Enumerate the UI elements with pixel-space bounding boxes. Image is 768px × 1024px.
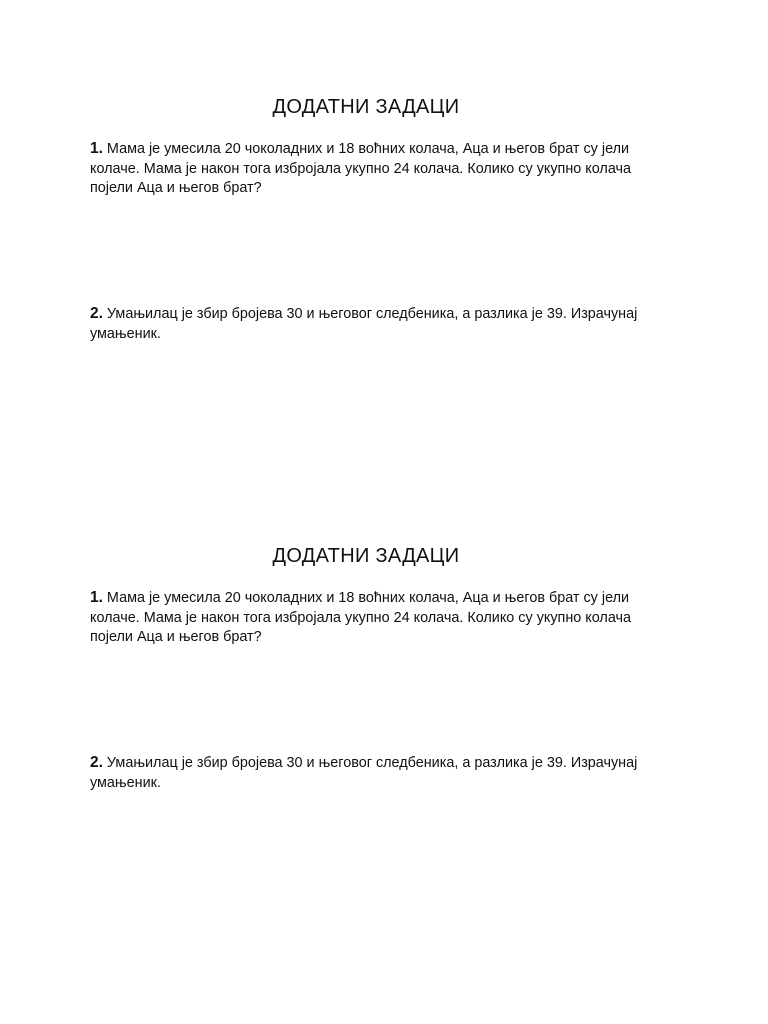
task-text: Умањилац је збир бројева 30 и његовог следбеника, а разлика је 39. Израчунај умањеник. xyxy=(90,755,638,791)
task-text: Умањилац је збир бројева 30 и његовог следбеника, а разлика је 39. Израчунај умањеник. xyxy=(90,306,638,342)
task-2 xyxy=(90,753,670,793)
task-number: 1. xyxy=(90,589,103,606)
task-number: 2. xyxy=(90,305,103,322)
section-title: ДОДАТНИ ЗАДАЦИ xyxy=(272,96,460,118)
task-text: Мама је умесила 20 чоколадних и 18 воћних колача, Аца и његов брат су јели колаче. Мама је након тога избројала укупно 24 колача. Колико су укупно колача појели Аца и његов брат? xyxy=(90,141,632,196)
task-1 xyxy=(90,588,670,648)
task-number: 1. xyxy=(90,140,103,157)
task-text: Мама је умесила 20 чоколадних и 18 воћних колача, Аца и његов брат су јели колаче. Мама је након тога избројала укупно 24 колача. Колико су укупно колача појели Аца и његов брат? xyxy=(90,590,632,645)
section-title: ДОДАТНИ ЗАДАЦИ xyxy=(272,545,460,567)
task-number: 2. xyxy=(90,754,103,771)
task-1 xyxy=(90,139,670,199)
task-2 xyxy=(90,304,670,344)
